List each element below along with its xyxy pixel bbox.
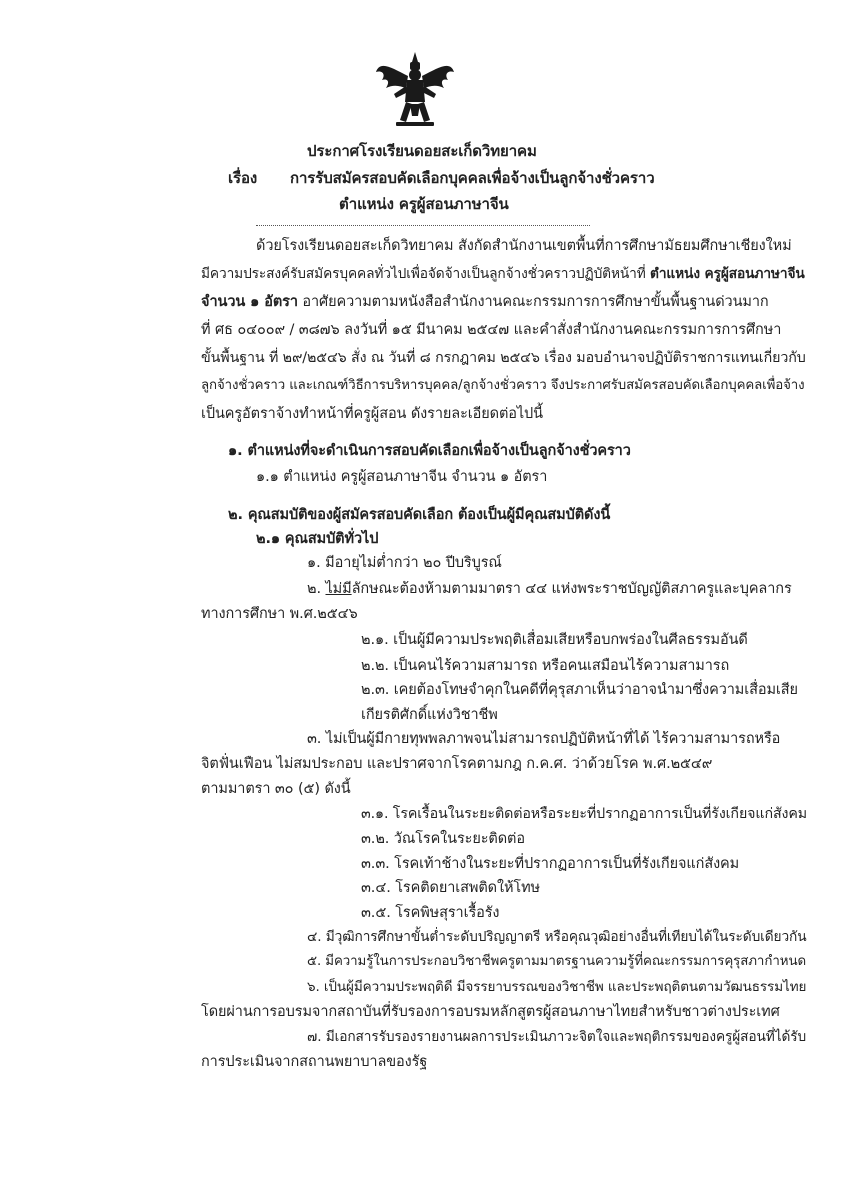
qualification-3-line-2: จิตฟั่นเฟือน ไม่สมประกอบ และปราศจากโรคตามกฎ ก.ค.ศ. ว่าด้วยโรค พ.ศ.๒๕๔๙ [201, 756, 713, 772]
qualification-6: ๖. เป็นผู้มีความประพฤติดี มีจรรยาบรรณของวิชาชีพ และประพฤติตนตามวัฒนธรรมไทย [307, 979, 807, 995]
intro-count-highlight: จำนวน ๑ อัตรา [201, 294, 298, 310]
qualification-2-text: ลักษณะต้องห้ามตามมาตรา ๔๔ แห่งพระราชบัญญัติสภาครูและบุคลากร [351, 581, 792, 597]
header-divider [256, 225, 590, 226]
qualification-2-3: ๒.๓. เคยต้องโทษจำคุกในคดีที่คุรุสภาเห็นว่าอาจนำมาซึ่งความเสื่อมเสีย [361, 682, 798, 698]
disease-3-1: ๓.๑. โรคเรื้อนในระยะติดต่อหรือระยะที่ปรากฏอาการเป็นที่รังเกียจแก่สังคม [361, 806, 808, 822]
intro-line-6: ลูกจ้างชั่วคราว และเกณฑ์วิธีการบริหารบุคคล/ลูกจ้างชั่วคราว จึงประกาศรับสมัครสอบคัดเลือกบุคคลเพื่อจ้าง [201, 378, 805, 393]
qualification-5: ๕. มีความรู้ในการประกอบวิชาชีพครูตามมาตรฐานความรู้ที่คณะกรรมการคุรุสภากำหนด [307, 954, 807, 969]
intro-line-3 [201, 292, 769, 312]
qualification-2-underlined: ไม่มี [325, 581, 352, 597]
qualification-2-1: ๒.๑. เป็นผู้มีความประพฤติเสื่อมเสียหรือบกพร่องในศีลธรรมอันดี [361, 632, 748, 648]
disease-3-5: ๓.๕. โรคพิษสุราเรื้อรัง [361, 905, 500, 921]
qualification-7: ๗. มีเอกสารรับรองรายงานผลการประเมินภาวะจิตใจและพฤติกรรมของครูผู้สอนที่ได้รับ [307, 1029, 807, 1045]
intro-line-5: ขั้นพื้นฐาน ที่ ๒๙/๒๕๔๖ สั่ง ณ วันที่ ๘ กรกฎาคม ๒๕๔๖ เรื่อง มอบอำนาจปฏิบัติราชการแทนเกี่ยวกับ [201, 350, 806, 366]
section-2-heading: ๒. คุณสมบัติของผู้สมัครสอบคัดเลือก ต้องเป็นผู้มีคุณสมบัติดังนี้ [228, 507, 611, 523]
position-title: ตำแหน่ง ครูผู้สอนภาษาจีน [339, 195, 509, 213]
garuda-emblem-icon [372, 50, 458, 132]
intro-line-1: ด้วยโรงเรียนดอยสะเก็ดวิทยาคม สังกัดสำนักงานเขตพื้นที่การศึกษามัธยมศึกษาเชียงใหม่ [256, 238, 792, 254]
qualification-3: ๓. ไม่เป็นผู้มีกายทุพพลภาพจนไม่สามารถปฏิบัติหน้าที่ได้ ไร้ความสามารถหรือ [307, 731, 781, 747]
qualification-1: ๑. มีอายุไม่ต่ำกว่า ๒๐ ปีบริบูรณ์ [307, 555, 502, 571]
qualification-6-continuation: โดยผ่านการอบรมจากสถาบันที่รับรองการอบรมหลักสูตรผู้สอนภาษาไทยสำหรับชาวต่างประเทศ [201, 1004, 780, 1020]
disease-3-2: ๓.๒. วัณโรคในระยะติดต่อ [361, 831, 525, 847]
subject-label: เรื่อง [228, 169, 258, 187]
qualification-7-continuation: การประเมินจากสถานพยาบาลของรัฐ [201, 1054, 428, 1070]
qualification-2-2: ๒.๒. เป็นคนไร้ความสามารถ หรือคนเสมือนไร้ความสามารถ [361, 658, 730, 674]
intro-line-3-text: อาศัยความตามหนังสือสำนักงานคณะกรรมการการศึกษาขั้นพื้นฐานด่วนมาก [302, 294, 769, 310]
qualification-2-3-continuation: เกียรติศักดิ์แห่งวิชาชีพ [361, 707, 498, 723]
section-2-subheading: ๒.๑ คุณสมบัติทั่วไป [256, 531, 379, 547]
intro-line-2-text: มีความประสงค์รับสมัครบุคคลทั่วไปเพื่อจัดจ้างเป็นลูกจ้างชั่วคราวปฏิบัติหน้าที่ [201, 266, 646, 282]
qualification-2-continuation: ทางการศึกษา พ.ศ.๒๕๔๖ [201, 606, 358, 622]
intro-position-highlight: ตำแหน่ง ครูผู้สอนภาษาจีน [649, 266, 805, 282]
qualification-3-line-3: ตามมาตรา ๓๐ (๕) ดังนี้ [201, 781, 351, 797]
disease-3-3: ๓.๓. โรคเท้าช้างในระยะที่ปรากฏอาการเป็นที่รังเกียจแก่สังคม [361, 856, 740, 872]
qualification-2-number: ๒. [307, 581, 321, 597]
qualification-2 [307, 579, 792, 599]
subject-text: การรับสมัครสอบคัดเลือกบุคคลเพื่อจ้างเป็นลูกจ้างชั่วคราว [290, 169, 655, 187]
announcement-title: ประกาศโรงเรียนดอยสะเก็ดวิทยาคม [307, 142, 537, 160]
intro-line-7: เป็นครูอัตราจ้างทำหน้าที่ครูผู้สอน ดังรายละเอียดต่อไปนี้ [201, 406, 543, 422]
intro-line-4: ที่ ศธ ๐๔๐๐๙ / ๓๘๗๖ ลงวันที่ ๑๕ มีนาคม ๒๕๔๗ และคำสั่งสำนักงานคณะกรรมการการศึกษา [201, 322, 782, 338]
qualification-4: ๔. มีวุฒิการศึกษาขั้นต่ำระดับปริญญาตรี หรือคุณวุฒิอย่างอื่นที่เทียบได้ในระดับเดียวกัน [307, 929, 807, 945]
section-1-item: ๑.๑ ตำแหน่ง ครูผู้สอนภาษาจีน จำนวน ๑ อัตรา [256, 469, 548, 485]
section-1-heading: ๑. ตำแหน่งที่จะดำเนินการสอบคัดเลือกเพื่อจ้างเป็นลูกจ้างชั่วคราว [228, 443, 631, 459]
intro-line-2 [201, 264, 805, 284]
disease-3-4: ๓.๔. โรคติดยาเสพติดให้โทษ [361, 880, 541, 896]
